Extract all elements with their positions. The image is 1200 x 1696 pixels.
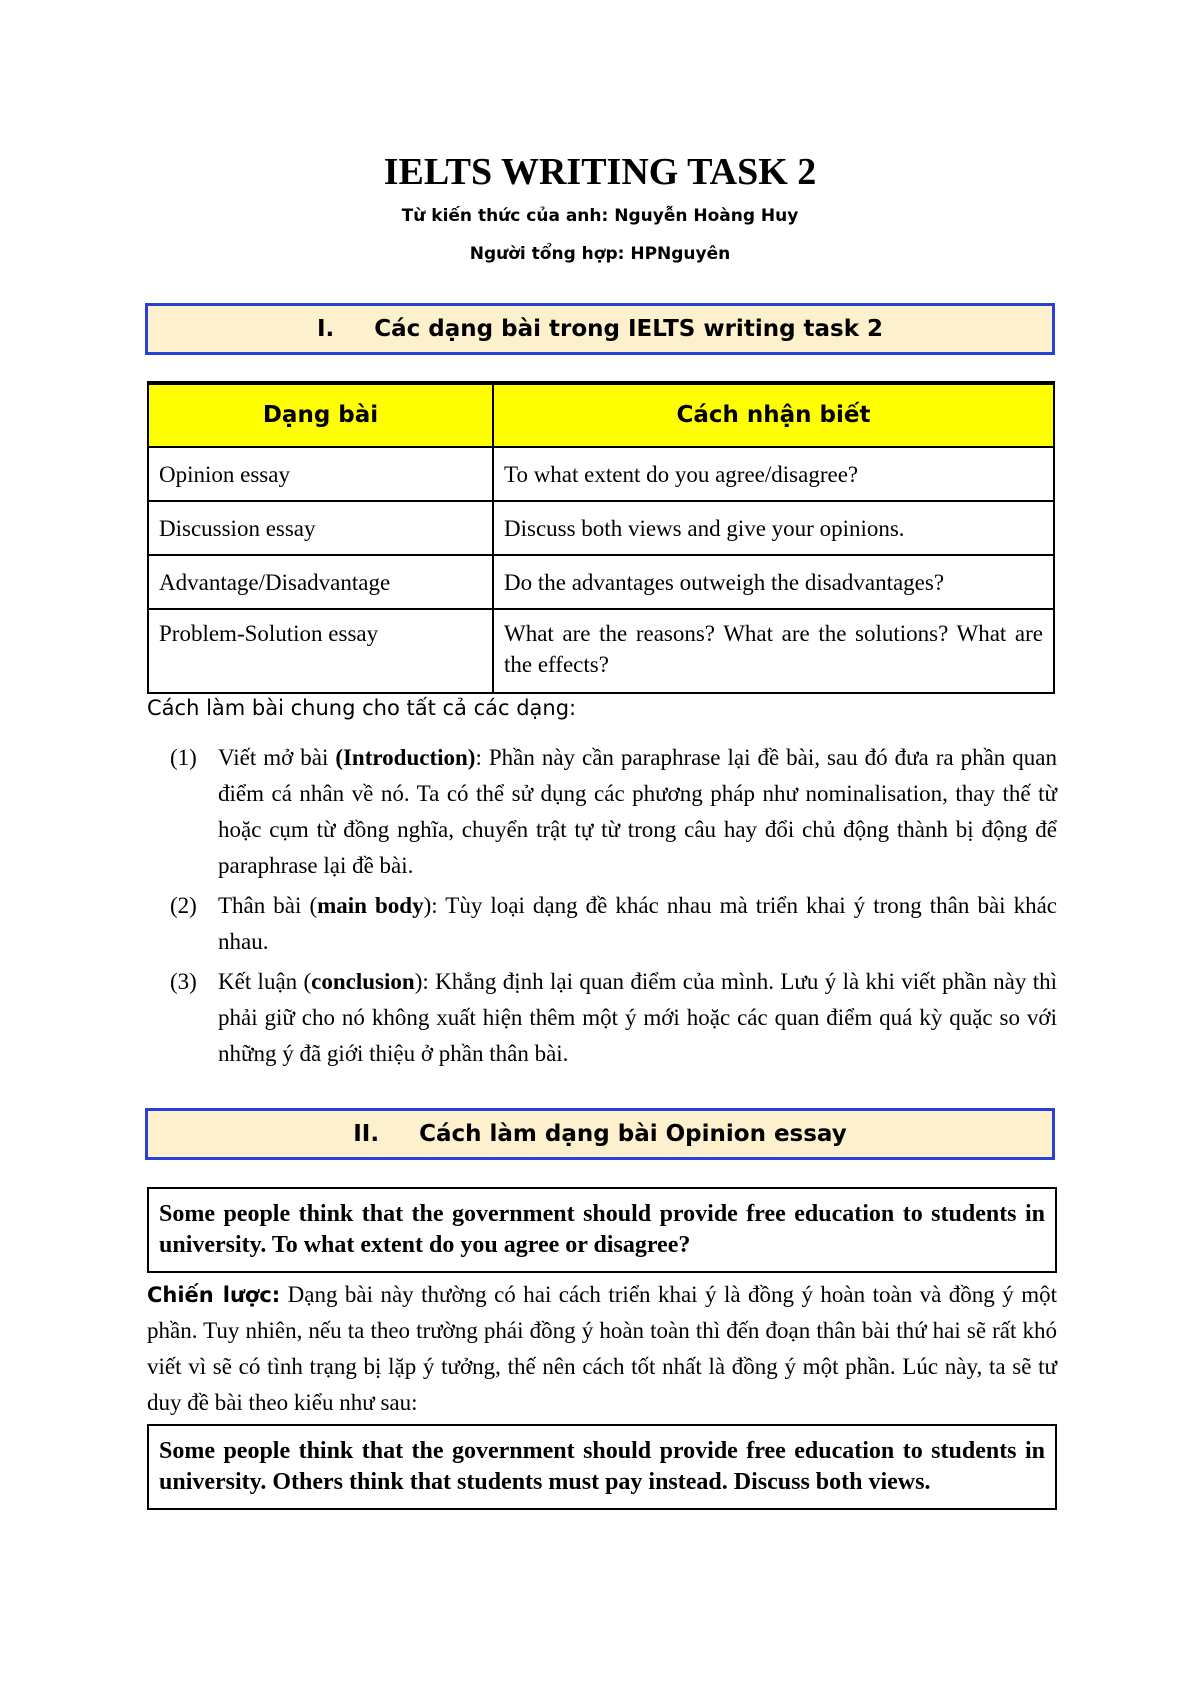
document-title: IELTS WRITING TASK 2 <box>383 151 817 193</box>
essay-types-table <box>147 381 1055 694</box>
step-lead: Viết mở bài <box>218 745 336 770</box>
strategy-text: Dạng bài này thường có hai cách triển khai ý là đồng ý hoàn toàn và đồng ý một phần. Tuy nhiên, nếu ta theo trường phái đồng ý hoàn toàn thì đến đoạn thân bài thứ hai sẽ rất khó viết vì sẽ có tình trạng bị lặp ý tưởng, thế nên cách tốt nhất là đồng ý một phần. Lúc này, ta sẽ tư duy đề bài theo kiểu như sau: <box>147 1282 1057 1415</box>
table-cell: What are the reasons? What are the solutions? What are the effects? <box>493 609 1054 693</box>
step-text: : Phần này cần paraphrase lại đề bài, sau đó đưa ra phần quan điểm cá nhân về nó. Ta có thể sử dụng các phương pháp như nominalisation, thay thế từ hoặc cụm từ đồng nghĩa, chuyển trật tự từ trong câu hay đổi chủ động thành bị động để paraphrase lại đề bài. <box>218 745 1057 878</box>
table-cell: Discussion essay <box>148 501 493 555</box>
table-cell: Opinion essay <box>148 447 493 501</box>
table-row <box>148 555 1054 609</box>
list-item <box>170 964 1057 1072</box>
section-1-heading <box>145 303 1055 355</box>
step-keyword: main body <box>317 893 424 918</box>
compiler-line: Người tổng hợp: HPNguyên <box>469 244 731 264</box>
step-text: ): Tùy loại dạng đề khác nhau mà triển khai ý trong thân bài khác nhau. <box>218 893 1058 954</box>
general-approach-intro: Cách làm bài chung cho tất cả các dạng: <box>147 696 577 720</box>
step-keyword: conclusion <box>311 969 415 994</box>
table-cell: Advantage/Disadvantage <box>148 555 493 609</box>
table-row <box>148 447 1054 501</box>
section-2-title: Cách làm dạng bài Opinion essay <box>419 1121 847 1147</box>
table-row <box>148 501 1054 555</box>
table-row <box>148 609 1054 693</box>
list-item <box>170 888 1057 960</box>
list-item <box>170 740 1057 884</box>
discussion-question-box: Some people think that the government should provide free education to students in university. Others think that students must pay instead. Discuss both views. <box>147 1424 1057 1510</box>
strategy-paragraph <box>147 1277 1057 1421</box>
step-lead: Thân bài ( <box>218 893 318 918</box>
step-lead: Kết luận ( <box>218 969 312 994</box>
table-header-cell: Cách nhận biết <box>493 383 1054 447</box>
table-cell: To what extent do you agree/disagree? <box>493 447 1054 501</box>
section-1-number: I. <box>316 316 335 342</box>
opinion-question-box: Some people think that the government should provide free education to students in university. To what extent do you agree or disagree? <box>147 1187 1057 1273</box>
step-marker: (3) <box>170 969 197 994</box>
table-cell: Discuss both views and give your opinions. <box>493 501 1054 555</box>
strategy-label: Chiến lược: <box>147 1283 281 1307</box>
section-2-number: II. <box>353 1121 380 1147</box>
source-line: Từ kiến thức của anh: Nguyễn Hoàng Huy <box>401 206 799 226</box>
section-1-title: Các dạng bài trong IELTS writing task 2 <box>374 316 884 342</box>
table-cell: Problem-Solution essay <box>148 609 493 693</box>
step-text: ): Khẳng định lại quan điểm của mình. Lưu ý là khi viết phần này thì phải giữ cho nó không xuất hiện thêm một ý mới hoặc các quan điểm quá kỳ quặc so với những ý đã giới thiệu ở phần thân bài. <box>218 969 1057 1066</box>
general-steps-list <box>170 740 1057 1076</box>
table-cell: Do the advantages outweigh the disadvantages? <box>493 555 1054 609</box>
step-marker: (1) <box>170 745 197 770</box>
section-2-heading <box>145 1108 1055 1160</box>
step-marker: (2) <box>170 893 197 918</box>
table-header-cell: Dạng bài <box>148 383 493 447</box>
table-header-row <box>148 383 1054 447</box>
step-keyword: (Introduction) <box>335 745 476 770</box>
